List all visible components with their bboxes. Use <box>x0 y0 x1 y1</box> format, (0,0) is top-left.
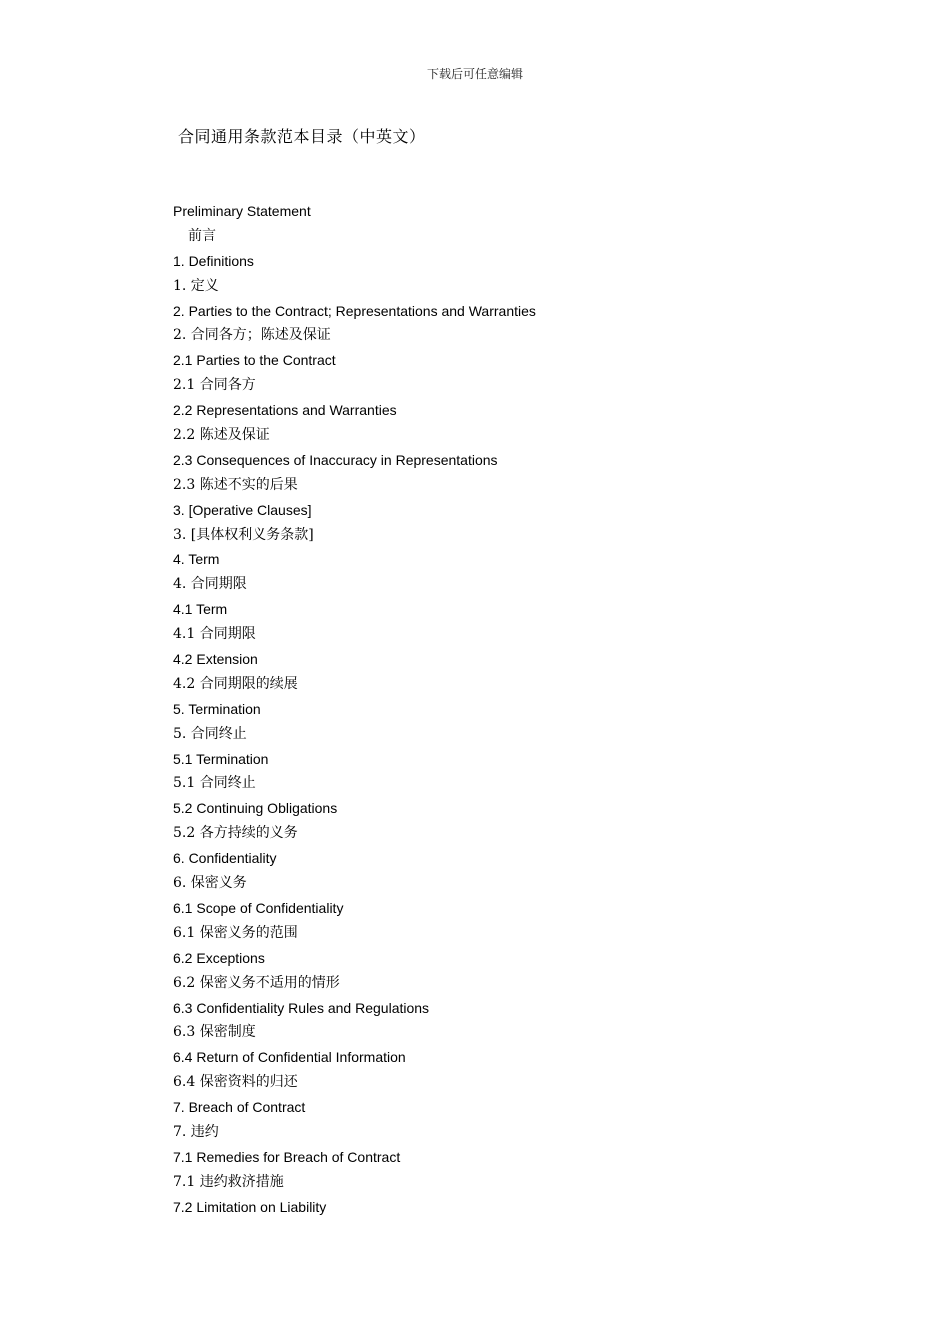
toc-entry: 2.1 合同各方 <box>173 377 256 394</box>
toc-entry: 5.2 各方持续的义务 <box>173 825 298 842</box>
header-note: 下载后可任意编辑 <box>426 67 523 81</box>
toc-entry: 6.2 Exceptions <box>173 949 265 966</box>
toc-entry: 2.2 陈述及保证 <box>173 427 270 444</box>
toc-entry: 5.1 Termination <box>173 750 269 767</box>
toc-entry: 2.3 陈述不实的后果 <box>173 476 298 493</box>
toc-entry: 6. Confidentiality <box>173 850 277 867</box>
toc-entry: 6.3 保密制度 <box>173 1024 256 1041</box>
document-title: 合同通用条款范本目录（中英文） <box>178 127 426 146</box>
toc-entry: 7. 违约 <box>173 1123 219 1140</box>
toc-entry: 2.2 Representations and Warranties <box>173 402 397 419</box>
toc-entry: 5. 合同终止 <box>173 725 247 742</box>
toc-entry: 7.2 Limitation on Liability <box>173 1198 327 1215</box>
toc-entry: 6.2 保密义务不适用的情形 <box>173 974 340 991</box>
toc-entry: Preliminary Statement <box>173 203 311 219</box>
toc-entry: 6.1 Scope of Confidentiality <box>173 899 344 916</box>
toc-entry: 3. [具体权利义务条款] <box>173 526 314 543</box>
toc-entry: 3. [Operative Clauses] <box>173 501 312 518</box>
toc-entry: 5.1 合同终止 <box>173 775 256 792</box>
toc-entry: 2. 合同各方；陈述及保证 <box>173 327 331 344</box>
toc-entry: 5. Termination <box>173 700 261 717</box>
toc-entry: 4. Term <box>173 551 220 568</box>
toc-entry: 2. Parties to the Contract; Representations and Warranties <box>173 302 536 319</box>
toc-entry: 7. Breach of Contract <box>173 1099 306 1116</box>
toc-entry: 前言 <box>188 227 216 244</box>
toc-entry: 5.2 Continuing Obligations <box>173 800 338 817</box>
toc-entry: 4.2 合同期限的续展 <box>173 675 298 692</box>
toc-entry: 6.1 保密义务的范围 <box>173 924 298 941</box>
toc-entry: 6.4 Return of Confidential Information <box>173 1049 406 1066</box>
toc-entry: 6.4 保密资料的归还 <box>173 1074 298 1091</box>
toc-entry: 7.1 违约救济措施 <box>173 1173 284 1190</box>
toc-entry: 7.1 Remedies for Breach of Contract <box>173 1148 401 1165</box>
toc-entry: 2.3 Consequences of Inaccuracy in Representations <box>173 451 498 468</box>
toc-entry: 4.1 Term <box>173 601 228 618</box>
toc-entry: 4. 合同期限 <box>173 576 247 593</box>
table-of-contents <box>173 199 536 1220</box>
toc-entry: 6. 保密义务 <box>173 875 247 892</box>
toc-entry: 1. Definitions <box>173 252 254 269</box>
toc-entry: 6.3 Confidentiality Rules and Regulations <box>173 999 430 1016</box>
toc-entry: 1. 定义 <box>173 277 219 294</box>
toc-entry: 4.2 Extension <box>173 651 258 668</box>
toc-entry: 2.1 Parties to the Contract <box>173 352 336 369</box>
toc-entry: 4.1 合同期限 <box>173 626 256 643</box>
